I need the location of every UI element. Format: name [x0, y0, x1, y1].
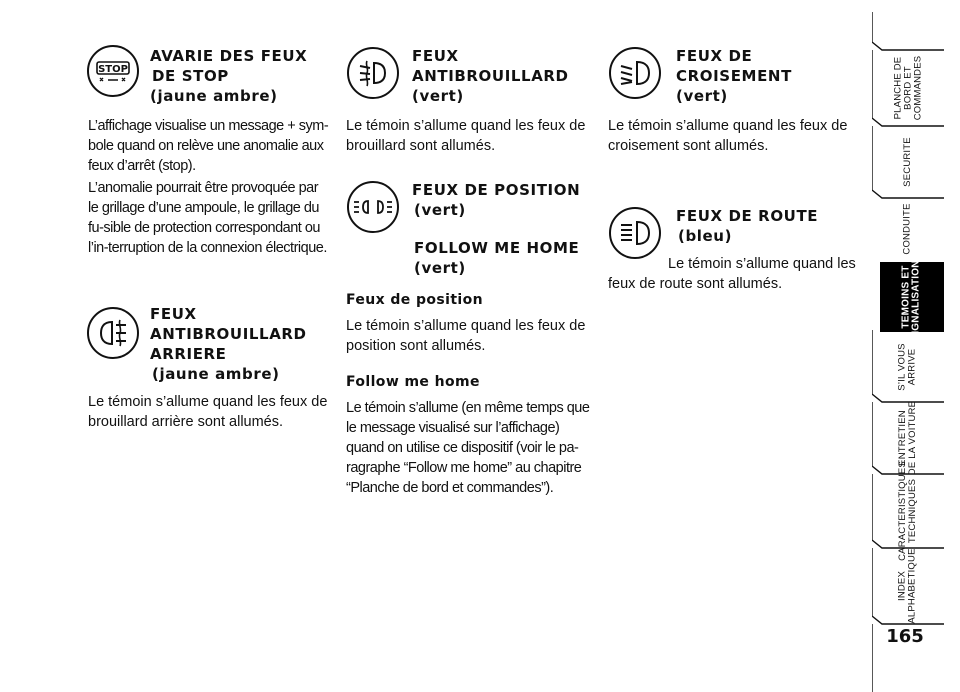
follow-me-home-text: Le témoin s’allume (en même temps que le message visualisé sur l’affichage) quand on utilise ce dispositif (voir le pa-ragraphe “Follow me home” au chapitre “Planche de bord et commandes”).	[346, 400, 590, 496]
stop-failure-text-1: L’affichage visualise un message + sym-bole quand on relève une anomalie aux feux d’arrêt (stop).	[88, 118, 329, 174]
tab-planche-de-bord[interactable]: PLANCHE DE BORD ET COMMANDES	[891, 55, 923, 121]
tab-temoins-et-signalisations[interactable]: TEMOINS ET SIGNALISATIONS	[880, 262, 944, 332]
tab-conduite[interactable]: CONDUITE	[902, 203, 913, 255]
rear-fog-light-icon	[86, 306, 140, 360]
position-light-icon	[346, 180, 400, 234]
low-beam-icon	[608, 46, 662, 100]
tab-index[interactable]: INDEX ALPHABETIQUE	[897, 548, 919, 624]
stop-lamp-failure-icon	[86, 44, 140, 98]
tab-caracteristiques[interactable]: CARACTERISTIQUES TECHNIQUES	[897, 461, 919, 561]
high-beam-text-1: Le témoin s’allume quand les	[668, 256, 856, 272]
rear-fog-title: FEUX ANTIBROUILLARD ARRIERE (jaune ambre)	[150, 305, 307, 383]
position-light-subheading: Feux de position	[346, 292, 484, 308]
low-beam-text: Le témoin s’allume quand les feux de croisement sont allumés.	[608, 118, 848, 154]
high-beam-icon	[608, 206, 662, 260]
position-light-title: FEUX DE POSITION (vert)	[412, 181, 581, 219]
low-beam-title: FEUX DE CROISEMENT (vert)	[676, 47, 792, 105]
tab-sil-vous-arrive[interactable]: S’IL VOUS ARRIVE	[896, 343, 918, 391]
follow-me-home-title: FOLLOW ME HOME (vert)	[414, 239, 580, 277]
front-fog-title: FEUX ANTIBROUILLARD (vert)	[412, 47, 569, 105]
position-light-text: Le témoin s’allume quand les feux de position sont allumés.	[346, 318, 586, 354]
front-fog-text: Le témoin s’allume quand les feux de brouillard sont allumés.	[346, 118, 586, 154]
svg-text:STOP: STOP	[98, 64, 128, 75]
front-fog-light-icon	[346, 46, 400, 100]
rear-fog-text: Le témoin s’allume quand les feux de brouillard arrière sont allumés.	[88, 394, 328, 430]
stop-failure-text-2: L’anomalie pourrait être provoquée par le grillage d’une ampoule, le grillage du fu-sible de protection correspondant ou l’in-terruption de la connexion électrique.	[88, 180, 327, 256]
high-beam-title: FEUX DE ROUTE (bleu)	[676, 207, 819, 245]
tab-entretien[interactable]: ENTRETIEN DE LA VOITURE	[897, 400, 918, 476]
page-number: 165	[886, 626, 924, 647]
tab-securite[interactable]: SECURITE	[901, 137, 913, 187]
follow-me-home-subheading: Follow me home	[346, 374, 480, 390]
high-beam-text-2: feux de route sont allumés.	[608, 276, 783, 292]
stop-failure-title: AVARIE DES FEUX DE STOP (jaune ambre)	[150, 47, 308, 105]
